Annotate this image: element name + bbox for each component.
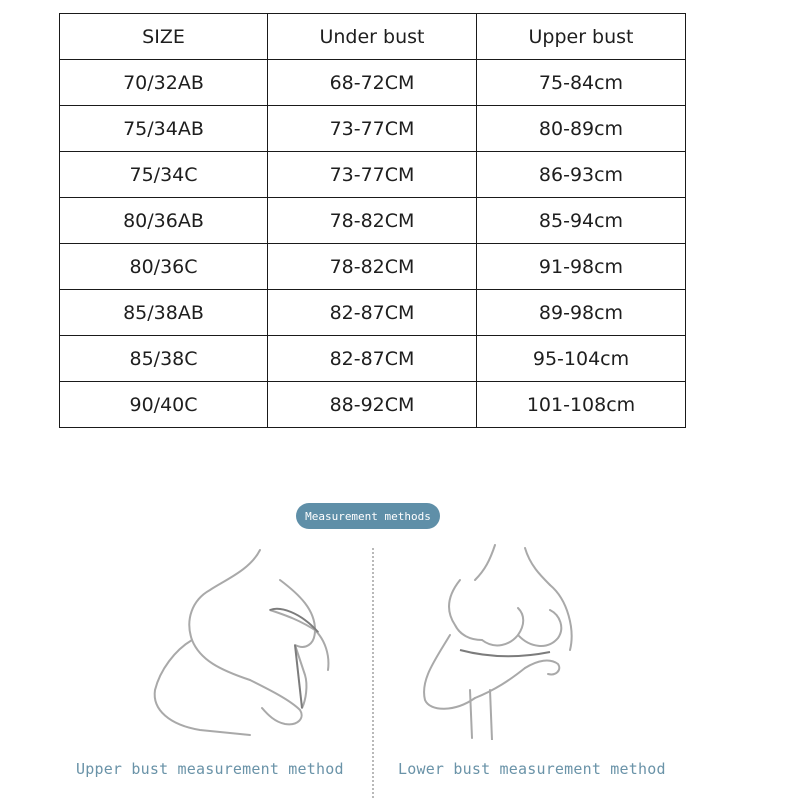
cell-size: 85/38C (60, 336, 268, 382)
dotted-divider (372, 548, 374, 798)
size-chart-table (59, 13, 686, 428)
table-row (60, 60, 686, 106)
table-row (60, 336, 686, 382)
table-row (60, 290, 686, 336)
cell-upper-bust: 95-104cm (477, 336, 686, 382)
header-under-bust: Under bust (268, 14, 477, 60)
header-upper-bust: Upper bust (477, 14, 686, 60)
table-row (60, 244, 686, 290)
cell-upper-bust: 80-89cm (477, 106, 686, 152)
cell-size: 75/34AB (60, 106, 268, 152)
table-header-row (60, 14, 686, 60)
cell-size: 80/36C (60, 244, 268, 290)
cell-upper-bust: 89-98cm (477, 290, 686, 336)
cell-upper-bust: 75-84cm (477, 60, 686, 106)
cell-under-bust: 73-77CM (268, 106, 477, 152)
cell-size: 80/36AB (60, 198, 268, 244)
lower-bust-figure-illustration (400, 540, 620, 740)
header-size: SIZE (60, 14, 268, 60)
measurement-methods-badge: Measurement methods (296, 503, 440, 529)
cell-size: 75/34C (60, 152, 268, 198)
cell-upper-bust: 91-98cm (477, 244, 686, 290)
cell-upper-bust: 85-94cm (477, 198, 686, 244)
cell-under-bust: 78-82CM (268, 198, 477, 244)
upper-bust-caption: Upper bust measurement method (76, 760, 344, 778)
table-row (60, 152, 686, 198)
cell-under-bust: 78-82CM (268, 244, 477, 290)
cell-size: 70/32AB (60, 60, 268, 106)
cell-under-bust: 82-87CM (268, 290, 477, 336)
lower-bust-caption: Lower bust measurement method (398, 760, 666, 778)
cell-under-bust: 68-72CM (268, 60, 477, 106)
cell-under-bust: 88-92CM (268, 382, 477, 428)
cell-under-bust: 82-87CM (268, 336, 477, 382)
cell-size: 90/40C (60, 382, 268, 428)
table-row (60, 106, 686, 152)
table-row (60, 382, 686, 428)
cell-size: 85/38AB (60, 290, 268, 336)
cell-upper-bust: 101-108cm (477, 382, 686, 428)
cell-under-bust: 73-77CM (268, 152, 477, 198)
cell-upper-bust: 86-93cm (477, 152, 686, 198)
table-row (60, 198, 686, 244)
upper-bust-figure-illustration (130, 540, 360, 740)
